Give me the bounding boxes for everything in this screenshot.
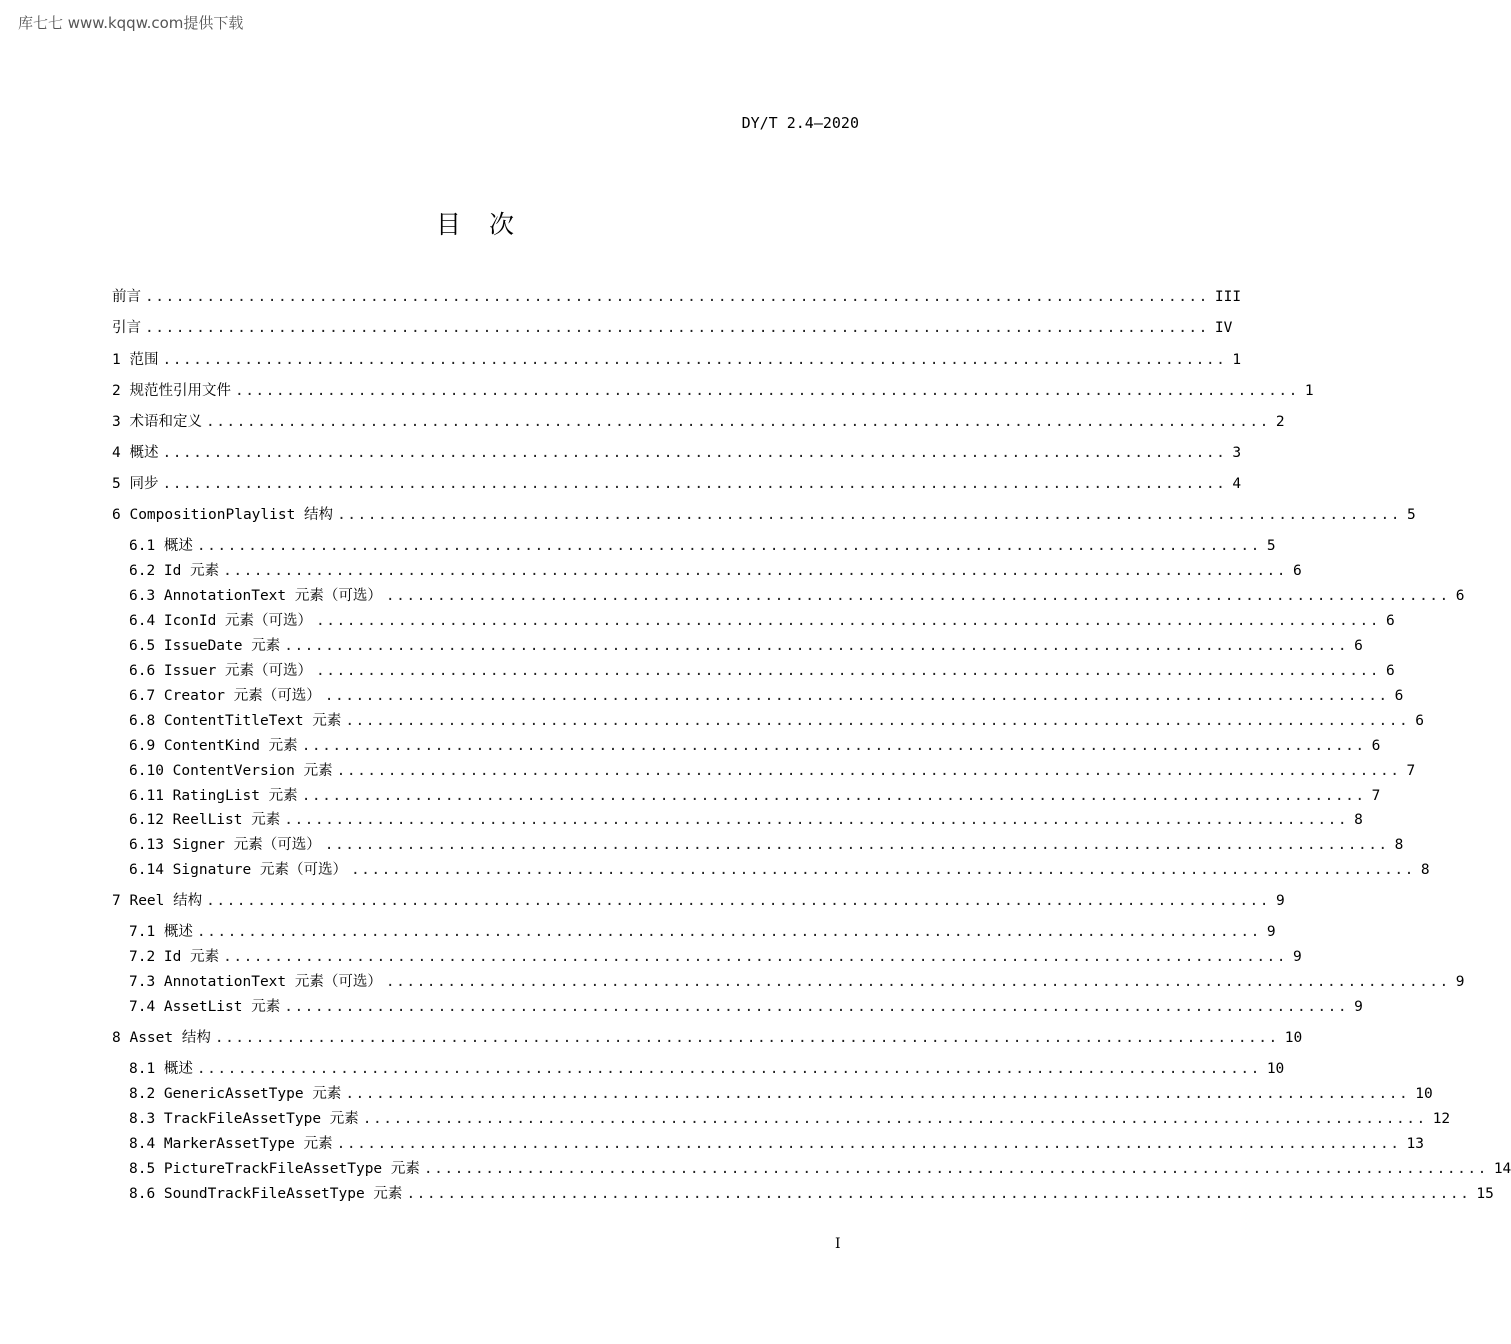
- toc-entry[interactable]: 引言 ........................................................................................................ IV: [112, 317, 850, 339]
- toc-entry-label: 6.11 RatingList 元素: [129, 788, 298, 804]
- toc-entry[interactable]: 7.1 概述 ........................................................................................................ 9: [129, 921, 850, 943]
- toc-entry-page: 6: [1293, 563, 1302, 579]
- toc-entry[interactable]: 6.3 AnnotationText 元素（可选） ........................................................................................................ 6: [129, 585, 850, 607]
- toc-entry-page: 14: [1493, 1161, 1511, 1177]
- toc-entry[interactable]: 7.3 AnnotationText 元素（可选） ........................................................................................................ 9: [129, 971, 850, 993]
- toc-entry[interactable]: 8 Asset 结构 ........................................................................................................ 10: [112, 1027, 850, 1049]
- toc-entry-label: 8.1 概述: [129, 1061, 193, 1077]
- toc-entry-label: 6.7 Creator 元素（可选）: [129, 688, 321, 704]
- toc-entry-page: 6: [1385, 613, 1395, 629]
- toc-entry[interactable]: 3 术语和定义 ........................................................................................................ 2: [112, 411, 850, 433]
- toc-entry-label: 6.13 Signer 元素（可选）: [129, 837, 321, 853]
- toc-entry[interactable]: 1 范围 ........................................................................................................ 1: [112, 349, 850, 371]
- toc-entry[interactable]: 6.6 Issuer 元素（可选） ........................................................................................................ 6: [129, 660, 850, 682]
- toc-entry-page: 1: [1232, 352, 1242, 368]
- toc-entry-label: 6.2 Id 元素: [129, 563, 220, 579]
- toc-entry-page: 7: [1406, 763, 1416, 779]
- toc-entry[interactable]: 6 CompositionPlaylist 结构 ........................................................................................................ 5: [112, 504, 850, 526]
- toc-entry[interactable]: 6.9 ContentKind 元素 ........................................................................................................ 6: [129, 735, 850, 757]
- toc-entry-label: 6.3 AnnotationText 元素（可选）: [129, 588, 382, 604]
- toc-entry-page: 15: [1476, 1186, 1494, 1202]
- toc-entry-label: 7.4 AssetList 元素: [129, 999, 281, 1015]
- toc-entry-label: 6.9 ContentKind 元素: [129, 738, 298, 754]
- toc-entry[interactable]: 6.12 ReelList 元素 ........................................................................................................ 8: [129, 809, 850, 831]
- toc-entry-label: 5 同步: [112, 476, 159, 492]
- toc-entry-page: 6: [1371, 738, 1381, 754]
- toc-entry-page: 6: [1455, 588, 1465, 604]
- toc-entry[interactable]: 6.5 IssueDate 元素 ........................................................................................................ 6: [129, 635, 850, 657]
- toc-entry[interactable]: 前言 ........................................................................................................ III: [112, 286, 850, 308]
- toc-entry-label: 6.12 ReelList 元素: [129, 812, 281, 828]
- toc-entry-page: 8: [1394, 837, 1404, 853]
- toc-entry-page: 9: [1354, 999, 1363, 1015]
- toc-entry-page: 9: [1266, 924, 1276, 940]
- toc-entry-page: 5: [1266, 538, 1276, 554]
- toc-entry-label: 4 概述: [112, 445, 159, 461]
- toc-entry-page: 8: [1354, 812, 1363, 828]
- toc-entry-label: 6.6 Issuer 元素（可选）: [129, 663, 313, 679]
- toc-entry[interactable]: 8.2 GenericAssetType 元素 ........................................................................................................ 10: [129, 1083, 850, 1105]
- toc-entry-page: III: [1214, 289, 1242, 305]
- toc-entry-page: 5: [1406, 507, 1416, 523]
- toc-entry-label: 7.3 AnnotationText 元素（可选）: [129, 974, 382, 990]
- toc-entry-label: 前言: [112, 289, 141, 305]
- toc-entry-label: 2 规范性引用文件: [112, 383, 231, 399]
- toc-entry-page: 4: [1232, 476, 1242, 492]
- toc-entry-page: 3: [1232, 445, 1242, 461]
- toc-entry-label: 8.3 TrackFileAssetType 元素: [129, 1111, 359, 1127]
- toc-entry-label: 3 术语和定义: [112, 414, 202, 430]
- toc-entry-label: 6 CompositionPlaylist 结构: [112, 507, 334, 523]
- toc-entry-page: 6: [1394, 688, 1404, 704]
- toc-entry[interactable]: 6.11 RatingList 元素 ........................................................................................................ 7: [129, 785, 850, 807]
- toc-entry-label: 8.5 PictureTrackFileAssetType 元素: [129, 1161, 420, 1177]
- standard-code: DY/T 2.4—2020: [741, 114, 859, 132]
- toc-entry-label: 8 Asset 结构: [112, 1030, 211, 1046]
- toc-entry-page: 1: [1304, 383, 1314, 399]
- toc-entry-page: 12: [1432, 1111, 1451, 1127]
- toc-entry-page: IV: [1214, 320, 1233, 336]
- toc-entry-label: 7.2 Id 元素: [129, 949, 220, 965]
- toc-entry-page: 13: [1406, 1136, 1424, 1152]
- toc-entry-label: 引言: [112, 320, 141, 336]
- toc-entry[interactable]: 4 概述 ........................................................................................................ 3: [112, 442, 850, 464]
- toc-entry[interactable]: 6.1 概述 ........................................................................................................ 5: [129, 535, 850, 557]
- toc-entry[interactable]: 6.13 Signer 元素（可选） ........................................................................................................ 8: [129, 834, 850, 856]
- watermark-text: 库七七 www.kqqw.com提供下载: [18, 14, 244, 32]
- toc-entry[interactable]: 6.7 Creator 元素（可选） ........................................................................................................ 6: [129, 685, 850, 707]
- toc-entry[interactable]: 7.2 Id 元素 ........................................................................................................ 9: [129, 946, 850, 968]
- toc-entry-page: 10: [1284, 1030, 1303, 1046]
- toc-entry-label: 1 范围: [112, 352, 159, 368]
- toc-entry-page: 9: [1455, 974, 1465, 990]
- toc-entry-page: 7: [1371, 788, 1381, 804]
- page-title: 目次: [435, 210, 542, 239]
- toc-entry-page: 8: [1420, 862, 1430, 878]
- toc-entry[interactable]: 8.1 概述 ........................................................................................................ 10: [129, 1058, 850, 1080]
- toc-entry-page: 10: [1415, 1086, 1433, 1102]
- page-number: I: [835, 1236, 841, 1252]
- toc-entry-page: 6: [1354, 638, 1363, 654]
- toc-entry-page: 6: [1415, 713, 1424, 729]
- toc-entry[interactable]: 6.10 ContentVersion 元素 ........................................................................................................ 7: [129, 760, 850, 782]
- toc-entry[interactable]: 8.4 MarkerAssetType 元素 ........................................................................................................ 13: [129, 1133, 850, 1155]
- toc-entry-label: 6.8 ContentTitleText 元素: [129, 713, 342, 729]
- toc-entry[interactable]: 7.4 AssetList 元素 ........................................................................................................ 9: [129, 996, 850, 1018]
- toc-entry[interactable]: 8.6 SoundTrackFileAssetType 元素 ........................................................................................................ 15: [129, 1183, 850, 1205]
- toc-entry-page: 2: [1275, 414, 1285, 430]
- toc-entry-label: 8.6 SoundTrackFileAssetType 元素: [129, 1186, 403, 1202]
- toc-entry[interactable]: 5 同步 ........................................................................................................ 4: [112, 473, 850, 495]
- toc-entry-page: 10: [1266, 1061, 1285, 1077]
- toc-entry-page: 6: [1385, 663, 1395, 679]
- toc-entry-label: 6.5 IssueDate 元素: [129, 638, 281, 654]
- toc-entry-page: 9: [1276, 893, 1285, 909]
- toc-entry-label: 6.4 IconId 元素（可选）: [129, 613, 313, 629]
- toc-entry-label: 7.1 概述: [129, 924, 193, 940]
- toc-entry[interactable]: 6.4 IconId 元素（可选） ........................................................................................................ 6: [129, 610, 850, 632]
- toc-entry-label: 6.1 概述: [129, 538, 193, 554]
- toc-entry[interactable]: 8.3 TrackFileAssetType 元素 ........................................................................................................ 12: [129, 1108, 850, 1130]
- toc-entry[interactable]: 6.14 Signature 元素（可选） ........................................................................................................ 8: [129, 859, 850, 881]
- toc-entry[interactable]: 6.8 ContentTitleText 元素 ........................................................................................................ 6: [129, 710, 850, 732]
- toc-entry-page: 9: [1293, 949, 1302, 965]
- toc-entry-label: 6.10 ContentVersion 元素: [129, 763, 333, 779]
- toc-entry[interactable]: 2 规范性引用文件 ........................................................................................................ 1: [112, 380, 850, 402]
- toc-entry[interactable]: 7 Reel 结构 ........................................................................................................ 9: [112, 890, 850, 912]
- toc-entry-label: 7 Reel 结构: [112, 893, 203, 909]
- toc-entry[interactable]: 6.2 Id 元素 ........................................................................................................ 6: [129, 560, 850, 582]
- toc-entry-label: 8.4 MarkerAssetType 元素: [129, 1136, 333, 1152]
- toc-entry-label: 8.2 GenericAssetType 元素: [129, 1086, 342, 1102]
- toc-entry-label: 6.14 Signature 元素（可选）: [129, 862, 347, 878]
- toc-entry[interactable]: 8.5 PictureTrackFileAssetType 元素 ........................................................................................................ 14: [129, 1158, 850, 1180]
